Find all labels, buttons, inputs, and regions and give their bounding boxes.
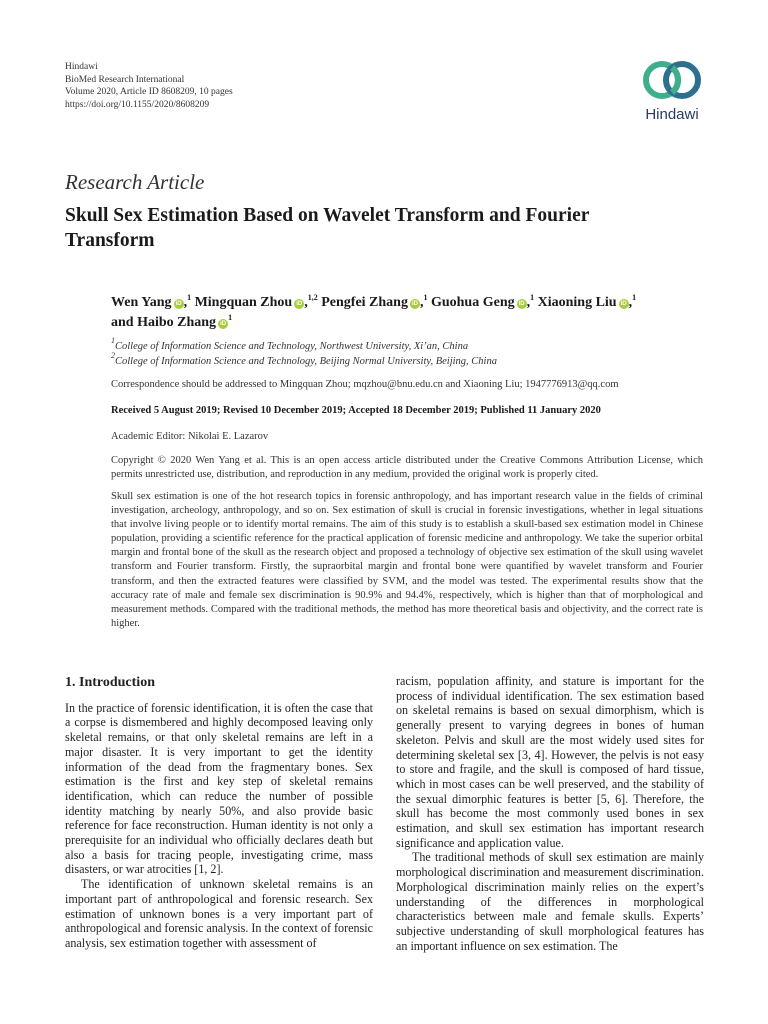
correspondence: Correspondence should be addressed to Mingquan Zhou; mqzhou@bnu.edu.cn and Xiaoning Liu; 1947776913@qq.com bbox=[111, 379, 619, 390]
publication-dates: Received 5 August 2019; Revised 10 December 2019; Accepted 18 December 2019; Published 11 January 2020 bbox=[111, 405, 601, 416]
affiliation: $^2$College of Information Science and Technology, Beijing Normal University, Beijing, China bbox=[111, 351, 497, 367]
publisher-name: Hindawi bbox=[65, 62, 98, 72]
doi-link[interactable]: https://doi.org/10.1155/2020/8608209 bbox=[65, 99, 210, 110]
paragraph: The identification of unknown skeletal remains is an important part of anthropological and forensic research. Sex estimation of unknown bones is a very important part of anthropological and forensic analysis. In the context of forensic analysis, sex estimation together with assessment of bbox=[65, 877, 373, 950]
author: Wen Yang iD ,$^1$ bbox=[111, 293, 192, 310]
author: Haibo Zhang $iD^1$ bbox=[137, 313, 233, 330]
orcid-icon[interactable]: iD bbox=[296, 301, 303, 307]
orcid-icon[interactable]: iD bbox=[518, 301, 525, 307]
journal-name: BioMed Research International bbox=[65, 74, 185, 85]
author: Mingquan Zhou iD ,$^{1,2}$ bbox=[194, 293, 318, 310]
orcid-icon[interactable]: iD bbox=[411, 301, 418, 307]
abstract: Skull sex estimation is one of the hot research topics in forensic anthropology, and has important research value in the fields of criminal investigation, archeology, anthropology, and so on. Sex estimation of skull is crucial in forensic investigations, whether in legal situations that involve living people or to identify mortal remains. The aim of this study is to establish a skull-based sex estimation model in Chinese population, providing a scientific reference for the practical application of forensic medicine and anthropology. We take the superior orbital margin and frontal bone of the skull as the research object and proposed a technology of objective sex estimation of the skull using wavelet transform and Fourier transform. Firstly, the supraorbital margin and frontal bone were quantified by wavelet transform and Fourier transform, and then the extracted features were classified by SVM, and the model was tested. The experimental results show that the accuracy rate of male and female sex discrimination is 90.9% and 94.4%, respectively, which is higher than that of morphological and measurement methods. Compared with the traditional methods, the method has more theoretical basis and objectivity, and the correct rate is higher. bbox=[111, 491, 703, 629]
volume-info: Volume 2020, Article ID 8608209, 10 pages bbox=[65, 87, 233, 97]
author-connector: and bbox=[111, 315, 134, 330]
journal-header bbox=[65, 61, 233, 111]
copyright-notice: Copyright © 2020 Wen Yang et al. This is an open access article distributed under the Creative Commons Attribution License, which permits unrestricted use, distribution, and reproduction in any medium, provided the original work is properly cited. bbox=[111, 455, 703, 480]
paragraph: In the practice of forensic identification, it is often the case that a corpse is dismembered and highly decomposed leaving only skeletal remains, or that only skeletal remains are left in a major disaster. It is very important to get the identity information of the dead from the fragmentary bones. Sex estimation is the first and key step of skeletal remains identification, which can reduce the number of possible identity matching by nearly 50%, and also provide basic reference for face reconstruction. Human identity is not only a prerequisite for an individual who officially declares death but also a basis for tracing people, investigating crime, mass disasters, or war atrocities [1, 2]. bbox=[65, 700, 373, 877]
orcid-icon[interactable]: iD bbox=[620, 301, 627, 307]
author: Guohua Geng iD ,$^1$ bbox=[430, 293, 535, 310]
affiliation: $^1$College of Information Science and Technology, Northwest University, Xi’an, China bbox=[111, 336, 469, 352]
paper-title: Skull Sex Estimation Based on Wavelet Transform and Fourier Transform bbox=[65, 205, 590, 251]
right-column bbox=[396, 674, 704, 953]
section-heading: 1. Introduction bbox=[65, 675, 155, 690]
left-column bbox=[65, 674, 373, 951]
hindawi-rings-icon bbox=[641, 58, 703, 102]
orcid-icon[interactable]: iD bbox=[220, 321, 227, 327]
affiliations bbox=[111, 336, 497, 369]
academic-editor: Academic Editor: Nikolai E. Lazarov bbox=[111, 431, 269, 442]
hindawi-logo bbox=[636, 58, 708, 123]
logo-text: Hindawi bbox=[645, 106, 699, 123]
author: Xiaoning Liu iD ,$^1$ bbox=[537, 293, 637, 310]
orcid-icon[interactable]: iD bbox=[175, 301, 182, 307]
author-list bbox=[111, 293, 711, 333]
paragraph: racism, population affinity, and stature is important for the process of individual identification. The sex estimation based on skeletal remains is based on sexual dimorphism, which is generally present to varying degrees in bones of human skeleton. Pelvis and skull are the most widely used sites for determining skeletal sex [3, 4]. However, the pelvis is not easy to store and fragile, and the skull is composed of hard tissue, which in most cases can be well preserved, and the stability of the sexual dimorphic features is better [5, 6]. Therefore, the skull has become the most commonly used bones in sex estimation, and skull sex estimation has important research significance and application value. bbox=[396, 674, 704, 850]
author: Pengfei Zhang iD ,$^1$ bbox=[321, 293, 428, 310]
article-type: Research Article bbox=[65, 170, 205, 194]
paragraph: The traditional methods of skull sex estimation are mainly morphological discrimination and measurement discrimination. Morphological discrimination mainly relies on the expert’s understanding of the differences in morphological characteristics between male and female skulls. Experts’ subjective understanding of skull morphological features has an important influence on sex estimation. The bbox=[396, 850, 704, 953]
